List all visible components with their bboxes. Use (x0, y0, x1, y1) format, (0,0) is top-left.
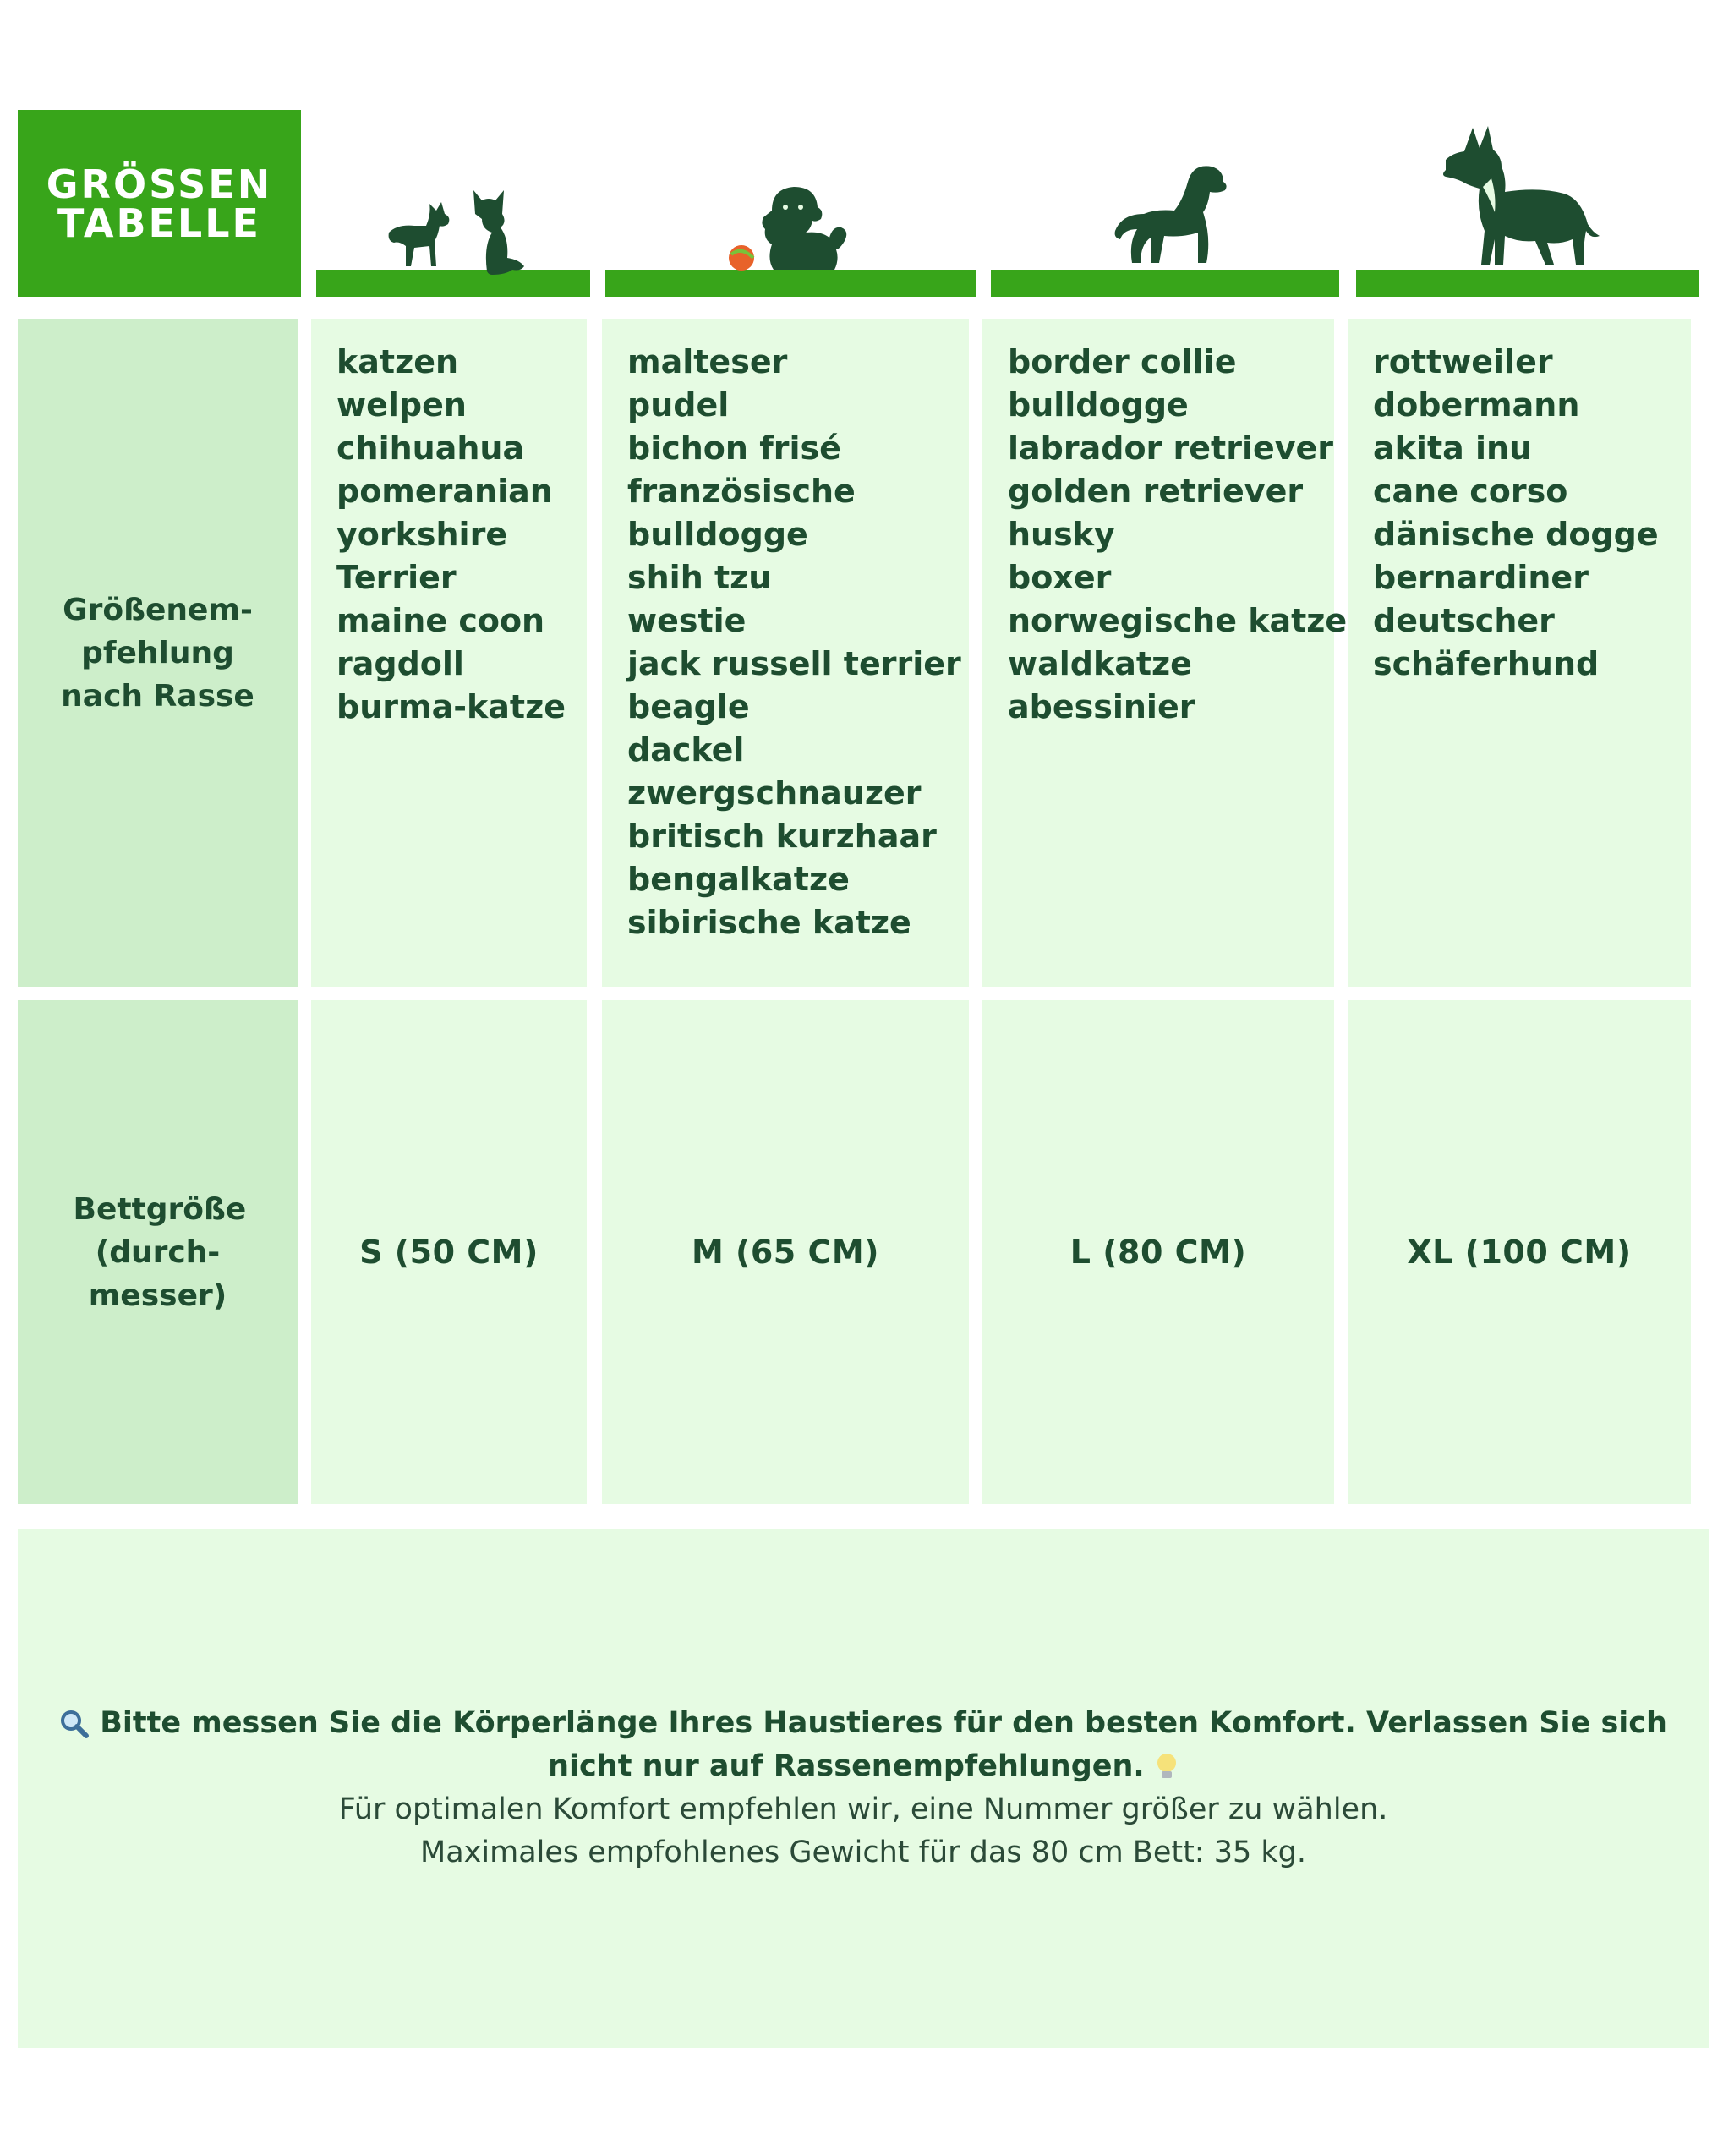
size-cell-xl (1348, 1000, 1691, 1504)
list-item: katzen (336, 343, 459, 380)
cat-and-chihuahua-icon (380, 173, 533, 275)
list-item: britisch kurzhaar (627, 818, 937, 855)
list-item: bulldogge (1008, 386, 1189, 424)
list-item: dackel (627, 731, 745, 769)
size-cell-m (602, 1000, 969, 1504)
list-item: ragdoll (336, 645, 464, 682)
breed-cell-m (602, 319, 969, 987)
list-item: abessinier (1008, 688, 1195, 725)
list-item: labrador retriever (1008, 430, 1334, 467)
list-item: rottweiler (1373, 343, 1553, 380)
list-item: pudel (627, 386, 730, 424)
list-item: norwegische katze (1008, 602, 1348, 639)
list-item: malteser (627, 343, 788, 380)
breed-list-xl (1373, 341, 1691, 686)
retriever-dog-icon (1095, 156, 1247, 275)
list-item: yorkshire (336, 516, 508, 553)
list-item: maine coon (336, 602, 545, 639)
row-label-size (18, 1000, 298, 1504)
list-item: welpen (336, 386, 467, 424)
size-table-title (18, 110, 301, 297)
breed-list-s (336, 341, 587, 729)
note-line-3: Maximales empfohlenes Gewicht für das 80 cm Bett: 35 kg. (420, 1836, 1306, 1869)
breed-cell-l (982, 319, 1348, 987)
list-item: bernardiner (1373, 559, 1589, 596)
list-item: pomeranian (336, 473, 553, 510)
list-item: boxer (1008, 559, 1112, 596)
list-item: bengalkatze (627, 861, 850, 898)
measurement-note (18, 1529, 1709, 2048)
breed-list-l (1008, 341, 1348, 729)
list-item: chihuahua (336, 430, 525, 467)
list-item: sibirische katze (627, 904, 911, 941)
magnifier-icon (59, 1709, 90, 1739)
size-cell-l (982, 1000, 1334, 1504)
list-item: dänische dogge (1373, 516, 1659, 553)
list-item: Terrier (336, 559, 457, 596)
size-value-s: S (50 CM) (359, 1234, 539, 1271)
list-item: golden retriever (1008, 473, 1304, 510)
list-item: bulldogge (627, 516, 808, 553)
note-bold-line (52, 1702, 1675, 1788)
list-item: bichon frisé (627, 430, 841, 467)
title-line-2: TABELLE (57, 200, 261, 246)
note-bold-text: Bitte messen Sie die Körperlänge Ihres Haustieres für den besten Komfort. Verlassen Sie sich nicht nur auf Rassenempfehlungen. (100, 1706, 1667, 1783)
size-value-l: L (80 CM) (1069, 1234, 1247, 1271)
list-item: deutscher (1373, 602, 1555, 639)
breed-cell-s (311, 319, 587, 987)
size-row-label: Bettgröße (durch- messer) (73, 1191, 247, 1313)
size-cell-s (311, 1000, 587, 1504)
list-item: husky (1008, 516, 1115, 553)
list-item: französische (627, 473, 856, 510)
list-item: burma-katze (336, 688, 566, 725)
breed-row-label: Größenem- pfehlung nach Rasse (61, 592, 254, 714)
note-line-2: Für optimalen Komfort empfehlen wir, eine Nummer größer zu wählen. (338, 1792, 1388, 1826)
size-value-xl: XL (100 CM) (1407, 1234, 1632, 1271)
list-item: akita inu (1373, 430, 1533, 467)
small-dog-with-ball-icon (723, 173, 858, 275)
title-line-1: GRÖSSEN (46, 161, 273, 207)
list-item: shih tzu (627, 559, 772, 596)
lightbulb-icon (1155, 1752, 1179, 1782)
list-item: beagle (627, 688, 750, 725)
breed-list-m (627, 341, 969, 944)
breed-cell-xl (1348, 319, 1691, 987)
list-item: waldkatze (1008, 645, 1192, 682)
list-item: jack russell terrier (627, 645, 961, 682)
shepherd-dog-icon (1437, 123, 1606, 275)
list-item: border collie (1008, 343, 1237, 380)
list-item: dobermann (1373, 386, 1580, 424)
list-item: schäferhund (1373, 645, 1600, 682)
list-item: cane corso (1373, 473, 1568, 510)
size-value-m: M (65 CM) (691, 1234, 880, 1271)
row-label-breed (18, 319, 298, 987)
list-item: zwergschnauzer (627, 774, 922, 812)
list-item: westie (627, 602, 747, 639)
